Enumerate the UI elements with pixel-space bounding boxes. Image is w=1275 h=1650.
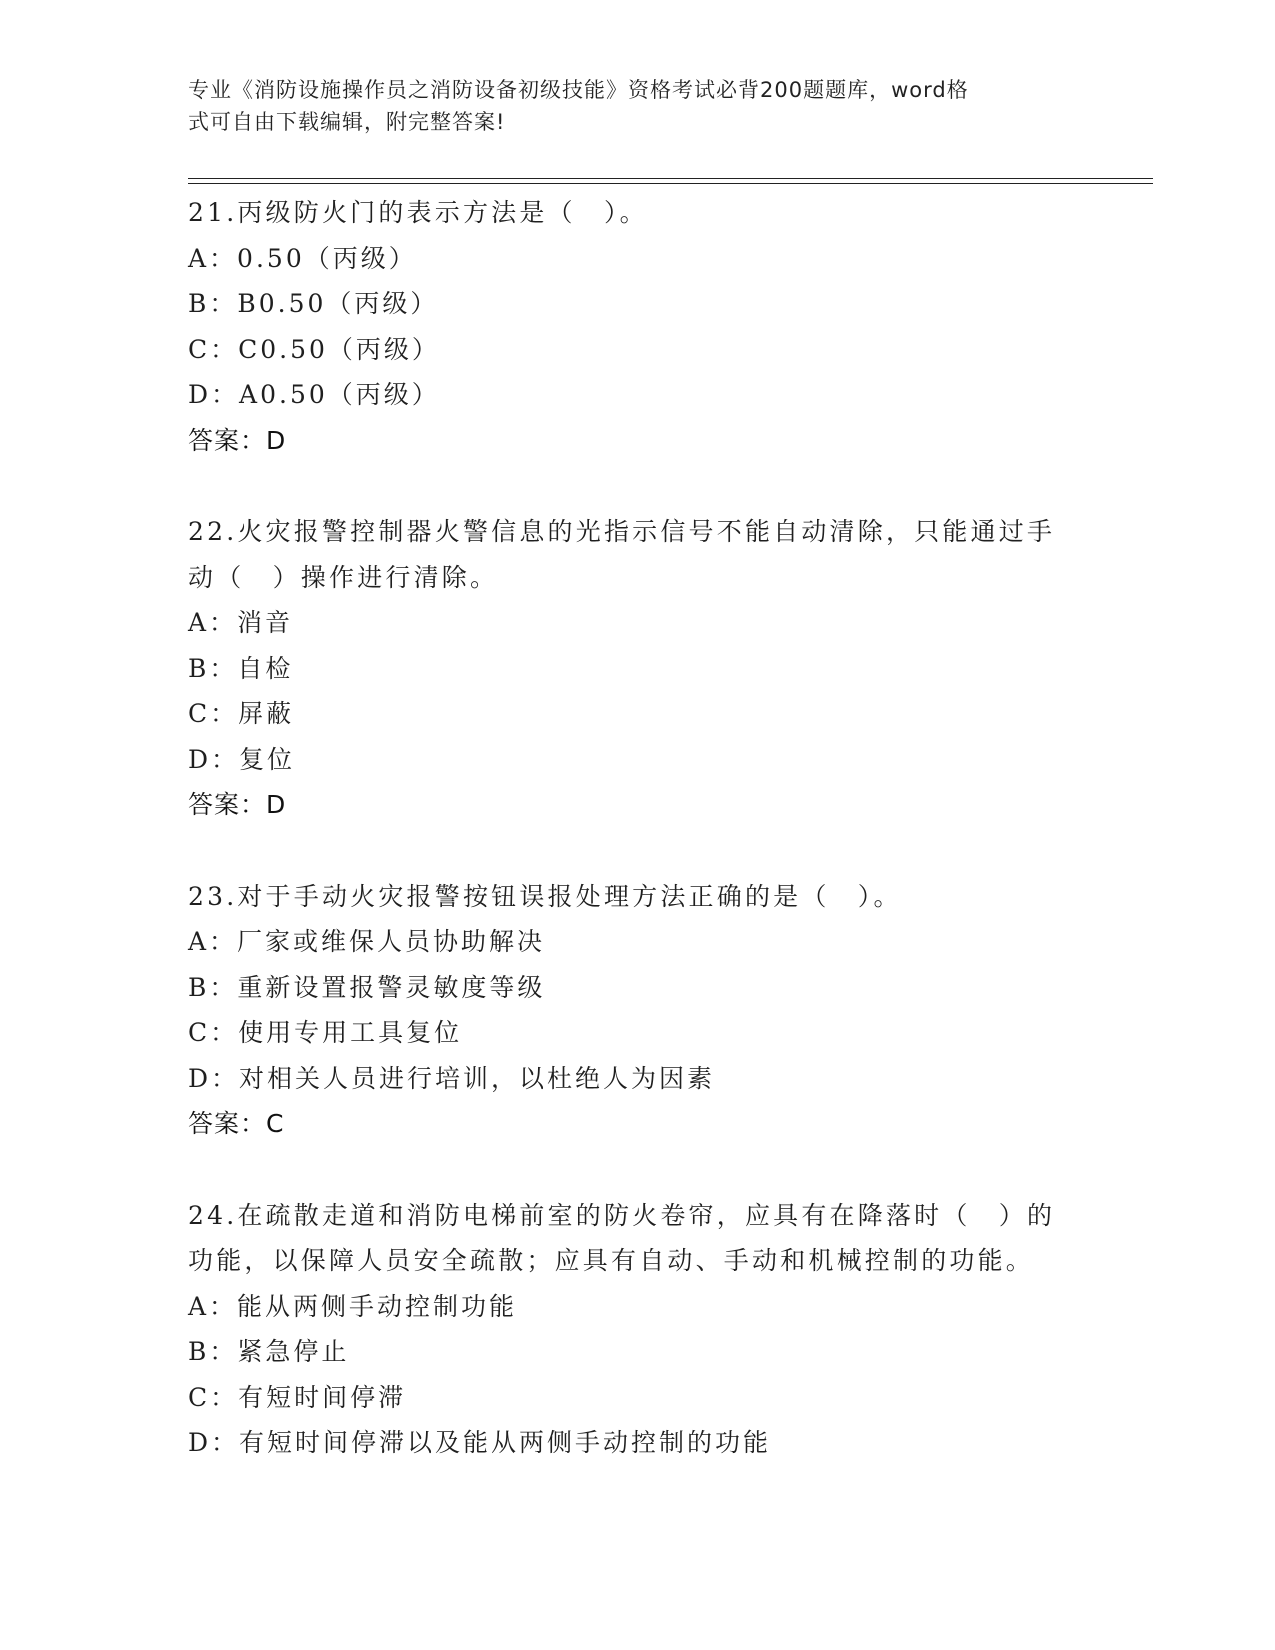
question-24: [188, 1193, 1088, 1466]
question-stem-line: 21.丙级防火门的表示方法是（ ）。: [188, 198, 648, 227]
header-divider-top: [188, 178, 1153, 179]
option-c: C：C0.50（丙级）: [188, 334, 440, 364]
option-d: D：对相关人员进行培训，以杜绝人为因素: [188, 1063, 716, 1093]
answer-line: 答案：D: [188, 790, 287, 819]
option-b: B：B0.50（丙级）: [188, 289, 439, 318]
header-divider-bottom: [188, 183, 1153, 184]
option-c: C：有短时间停滞: [188, 1382, 407, 1412]
header-line-2: 式可自由下载编辑，附完整答案!: [188, 110, 506, 134]
option-d: D：有短时间停滞以及能从两侧手动控制的功能: [188, 1428, 772, 1457]
answer-line: 答案：D: [188, 425, 287, 455]
question-22: [188, 509, 1088, 828]
question-23: [188, 874, 1088, 1147]
option-a: A：厂家或维保人员协助解决: [188, 927, 546, 956]
question-stem-line: 24.在疏散走道和消防电梯前室的防火卷帘，应具有在降落时（ ）的: [188, 1200, 1056, 1230]
question-stem-line: 动（ ）操作进行清除。: [188, 562, 499, 592]
option-c: C：屏蔽: [188, 699, 295, 728]
question-stem: [188, 509, 1088, 600]
option-a: A：能从两侧手动控制功能: [188, 1291, 518, 1321]
question-stem: [188, 1193, 1088, 1284]
option-b: B：自检: [188, 653, 294, 683]
option-d: D：A0.50（丙级）: [188, 380, 440, 409]
question-stem-line: 23.对于手动火灾报警按钮误报处理方法正确的是（ ）。: [188, 881, 902, 911]
question-stem-line: 22.火灾报警控制器火警信息的光指示信号不能自动清除，只能通过手: [188, 517, 1056, 546]
question-stem-line: 功能，以保障人员安全疏散；应具有自动、手动和机械控制的功能。: [188, 1246, 1035, 1275]
option-a: A：消音: [188, 608, 294, 637]
question-stem: [188, 874, 1088, 920]
option-b: B：重新设置报警灵敏度等级: [188, 972, 546, 1002]
option-b: B：紧急停止: [188, 1337, 350, 1366]
question-stem: [188, 190, 1088, 236]
document-header: [188, 74, 1078, 138]
option-c: C：使用专用工具复位: [188, 1018, 463, 1047]
answer-line: 答案：C: [188, 1109, 285, 1138]
header-line-1: 专业《消防设施操作员之消防设备初级技能》资格考试必背200题题库，word格: [188, 78, 969, 102]
question-list: [188, 190, 1088, 1512]
option-a: A：0.50（丙级）: [188, 243, 417, 273]
question-21: [188, 190, 1088, 463]
option-d: D：复位: [188, 744, 296, 774]
